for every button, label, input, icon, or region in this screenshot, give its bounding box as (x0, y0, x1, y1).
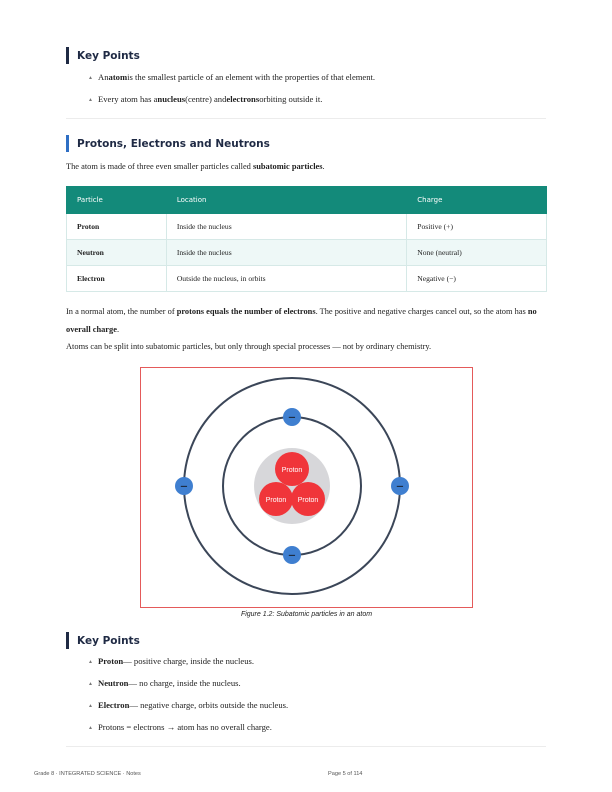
table-cell: Negative (−) (407, 266, 547, 292)
svg-text:−: − (179, 481, 189, 493)
list-item: ▲ Proton — positive charge, inside the nucleus. (88, 656, 255, 666)
table-row (67, 266, 547, 292)
key-points-title: Key Points (77, 634, 140, 647)
svg-text:Proton: Proton (297, 497, 319, 504)
table-row (67, 214, 547, 240)
divider (66, 118, 546, 119)
table-cell: Positive (+) (407, 214, 547, 240)
atom-diagram (141, 368, 472, 607)
proton (259, 482, 293, 516)
list-item: ▲ Protons = electrons → atom has no overall charge. (88, 722, 272, 732)
svg-text:−: − (287, 550, 297, 562)
key-points-list (88, 72, 375, 116)
table-cell: Proton (67, 214, 167, 240)
svg-text:Proton: Proton (281, 467, 303, 474)
key-points-heading (66, 47, 140, 64)
svg-text:−: − (395, 481, 405, 493)
heading-accent-bar (66, 632, 69, 649)
section-title: Protons, Electrons and Neutrons (77, 137, 270, 150)
table-cell: Inside the nucleus (166, 240, 406, 266)
table-cell: Neutron (67, 240, 167, 266)
column-header-location: Location (166, 187, 406, 214)
charge-paragraph: In a normal atom, the number of protons equals the number of electrons. The positive and negative charges cancel out, so the atom has no overall charge. (66, 307, 537, 334)
footer-course: Grade 8 · INTEGRATED SCIENCE · Notes (34, 771, 141, 777)
figure-caption: Figure 1.2: Subatomic particles in an atom (240, 611, 373, 618)
section-intro: The atom is made of three even smaller particles called subatomic particles. (66, 162, 325, 171)
key-points-list (88, 656, 288, 744)
triangle-bullet-icon: ▲ (88, 76, 93, 81)
table-cell: Electron (67, 266, 167, 292)
list-item: ▲ Neutron — no charge, inside the nucleus. (88, 678, 241, 688)
table-cell: Outside the nucleus, in orbits (166, 266, 406, 292)
atom-figure (140, 367, 473, 608)
triangle-bullet-icon: ▲ (88, 98, 93, 103)
column-header-particle: Particle (67, 187, 167, 214)
table-cell: None (neutral) (407, 240, 547, 266)
column-header-charge: Charge (407, 187, 547, 214)
table-cell: Inside the nucleus (166, 214, 406, 240)
electron (283, 408, 301, 426)
triangle-bullet-icon: ▲ (88, 704, 93, 709)
svg-text:Proton: Proton (265, 497, 287, 504)
heading-accent-bar (66, 47, 69, 64)
key-points-title: Key Points (77, 49, 140, 62)
triangle-bullet-icon: ▲ (88, 660, 93, 665)
list-item: ▲ Every atom has a nucleus (centre) and electrons orbiting outside it. (88, 94, 323, 104)
triangle-bullet-icon: ▲ (88, 726, 93, 731)
particles-table (66, 186, 547, 292)
divider (66, 746, 546, 747)
proton (275, 452, 309, 486)
electron (391, 477, 409, 495)
electron (175, 477, 193, 495)
proton (291, 482, 325, 516)
split-paragraph: Atoms can be split into subatomic particles, but only through special processes — not by ordinary chemistry. (66, 342, 432, 351)
key-points-heading (66, 632, 140, 649)
heading-accent-bar (66, 135, 69, 152)
table-row (67, 240, 547, 266)
table-header-row (67, 187, 547, 214)
electron (283, 546, 301, 564)
svg-text:−: − (287, 412, 297, 424)
list-item: ▲ An atom is the smallest particle of an element with the properties of that element. (88, 72, 376, 82)
section-heading (66, 135, 270, 152)
list-item: ▲ Electron — negative charge, orbits outside the nucleus. (88, 700, 289, 710)
footer-page-number: Page 5 of 114 (328, 771, 363, 777)
triangle-bullet-icon: ▲ (88, 682, 93, 687)
